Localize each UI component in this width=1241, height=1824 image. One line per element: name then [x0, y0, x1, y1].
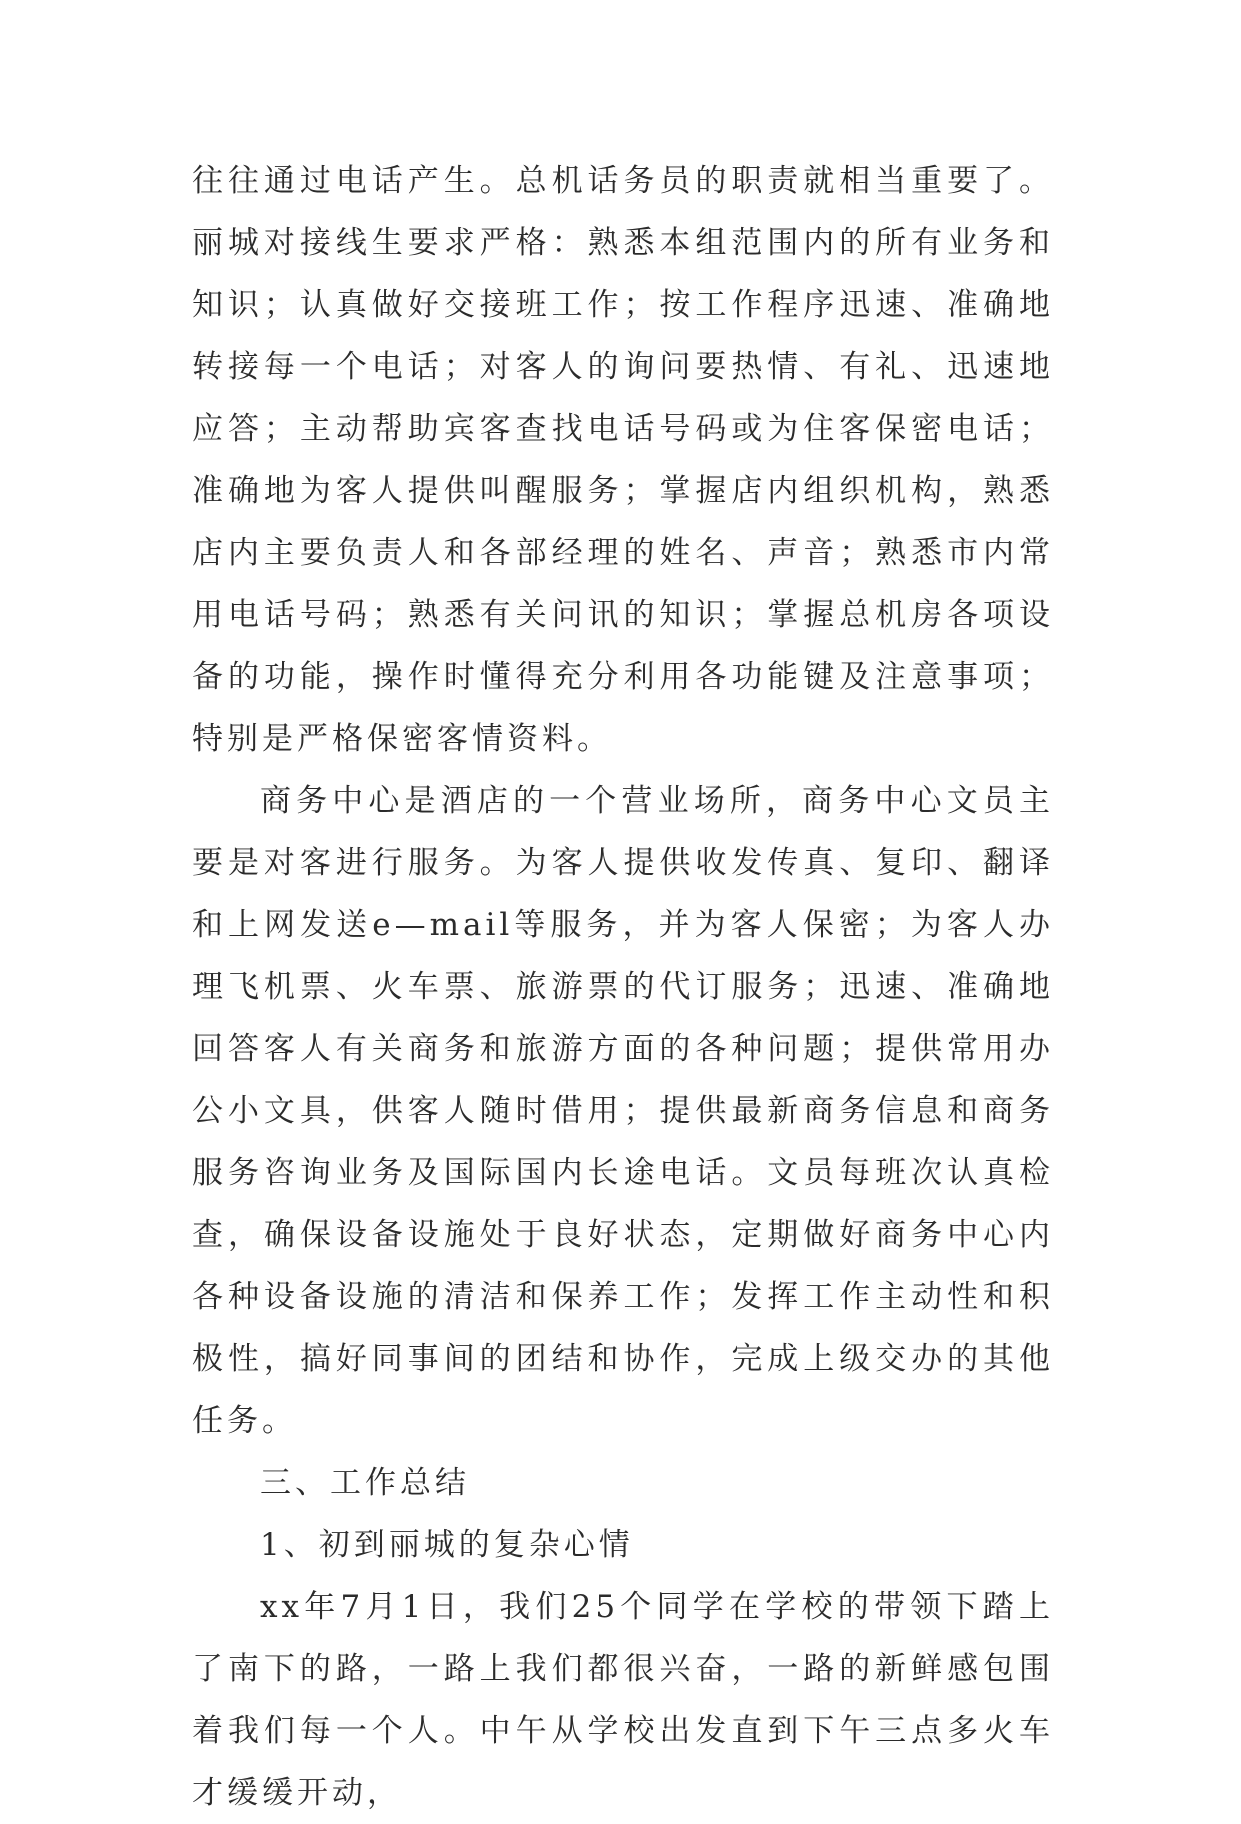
document-body [192, 150, 1054, 1824]
paragraph-telephone-operator: 往往通过电话产生。总机话务员的职责就相当重要了。丽城对接线生要求严格：熟悉本组范围内的所有业务和知识；认真做好交接班工作；按工作程序迅速、准确地转接每一个电话；对客人的询问要热情、有礼、迅速地应答；主动帮助宾客查找电话号码或为住客保密电话；准确地为客人提供叫醒服务；掌握店内组织机构，熟悉店内主要负责人和各部经理的姓名、声音；熟悉市内常用电话号码；熟悉有关问讯的知识；掌握总机房各项设备的功能，操作时懂得充分利用各功能键及注意事项；特别是严格保密客情资料。 [192, 163, 1054, 757]
paragraph-journey: xx年7月1日，我们25个同学在学校的带领下踏上了南下的路，一路上我们都很兴奋，一路的新鲜感包围着我们每一个人。中午从学校出发直到下午三点多火车才缓缓开动， [192, 1589, 1054, 1811]
section-heading-work-summary: 三、工作总结 [260, 1465, 470, 1501]
paragraph-business-center: 商务中心是酒店的一个营业场所，商务中心文员主要是对客进行服务。为客人提供收发传真、复印、翻译和上网发送e—mail等服务，并为客人保密；为客人办理飞机票、火车票、旅游票的代订服务；迅速、准确地回答客人有关商务和旅游方面的各种问题；提供常用办公小文具，供客人随时借用；提供最新商务信息和商务服务咨询业务及国际国内长途电话。文员每班次认真检查，确保设备设施处于良好状态，定期做好商务中心内各种设备设施的清洁和保养工作；发挥工作主动性和积极性，搞好同事间的团结和协作，完成上级交办的其他任务。 [192, 783, 1054, 1439]
subsection-heading-first-arrival: 1、初到丽城的复杂心情 [260, 1527, 634, 1563]
